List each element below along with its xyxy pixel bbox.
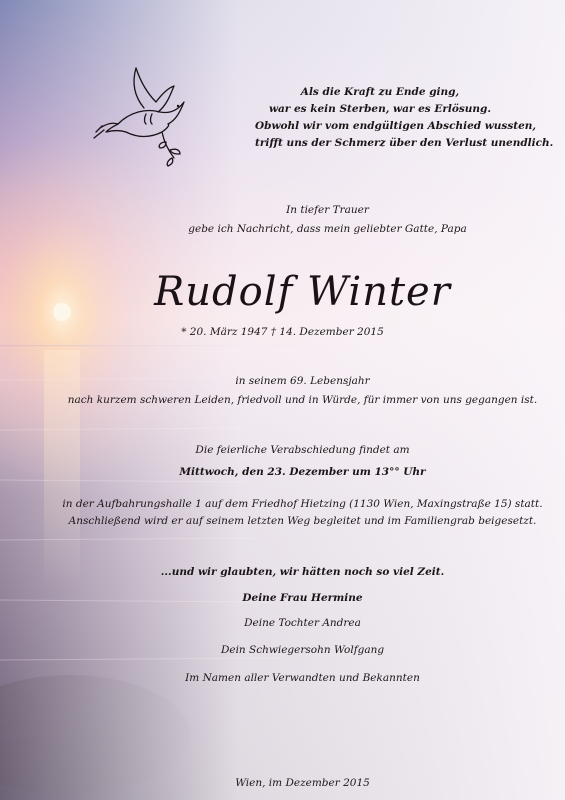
poem-line: war es kein Sterben, war es Erlösung. — [268, 103, 492, 115]
intro-line-2: gebe ich Nachricht, dass mein geliebter Gatte, Papa — [188, 223, 467, 235]
poem-line: trifft uns der Schmerz über den Verlust unendlich. — [255, 137, 554, 149]
intro-line-1: In tiefer Trauer — [286, 204, 369, 216]
mourner-relatives: Im Namen aller Verwandten und Bekannten — [185, 672, 420, 684]
mourner-wife: Deine Frau Hermine — [242, 592, 363, 604]
birth-death-dates: * 20. März 1947 † 14. Dezember 2015 — [181, 326, 384, 338]
dove-with-olive-branch-icon — [88, 62, 198, 167]
memorial-quote: ...und wir glaubten, wir hätten noch so viel Zeit. — [160, 566, 445, 578]
memorial-poem — [255, 84, 554, 152]
ceremony-intro: Die feierliche Verabschiedung findet am — [195, 444, 410, 456]
mourner-son-in-law: Dein Schwiegersohn Wolfgang — [220, 644, 385, 656]
deceased-name: Rudolf Winter — [154, 269, 451, 315]
burial-note: Anschließend wird er auf seinem letzten Weg begleitet und im Familiengrab beigesetzt. — [68, 515, 537, 527]
ceremony-location: in der Aufbahrungshalle 1 auf dem Friedhof Hietzing (1130 Wien, Maxingstraße 15) statt. — [62, 498, 543, 510]
mourner-daughter: Deine Tochter Andrea — [244, 617, 361, 629]
poem-line: Obwohl wir vom endgültigen Abschied wussten, — [255, 120, 537, 132]
age-line: in seinem 69. Lebensjahr — [235, 375, 370, 387]
passing-line: nach kurzem schweren Leiden, friedvoll und in Würde, für immer von uns gegangen ist. — [67, 394, 538, 406]
ceremony-date: Mittwoch, den 23. Dezember um 13°° Uhr — [179, 466, 426, 478]
poem-line: Als die Kraft zu Ende ging, — [300, 86, 460, 98]
place-and-date: Wien, im Dezember 2015 — [235, 777, 370, 789]
